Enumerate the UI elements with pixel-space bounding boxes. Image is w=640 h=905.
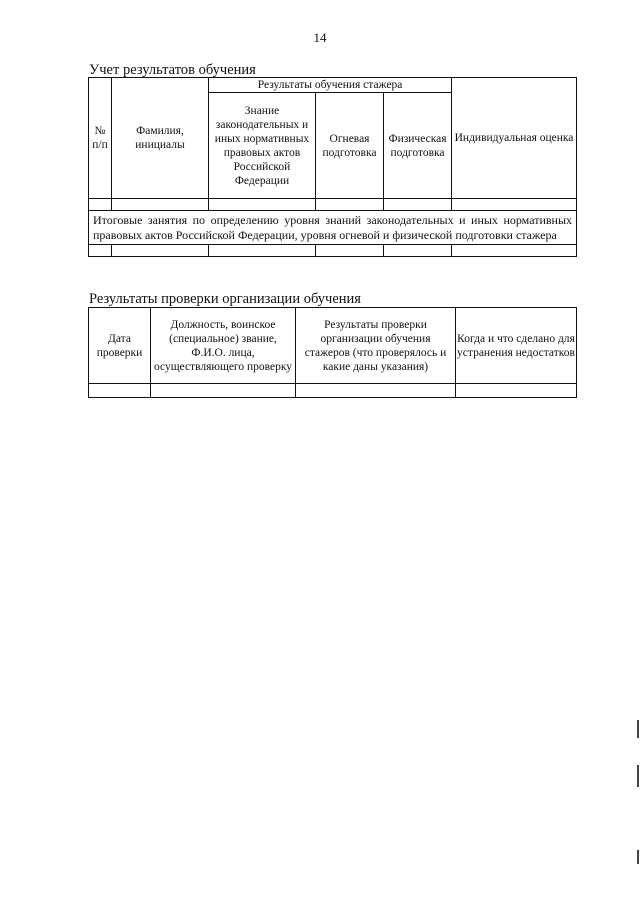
table-cell [89, 384, 151, 398]
header-actions: Когда и что сделано для устранения недостатков [456, 308, 577, 384]
inspection-header-row [89, 308, 577, 384]
table-cell [89, 199, 112, 211]
inspection-results-title: Результаты проверки организации обучения [89, 291, 361, 307]
table-cell [452, 245, 577, 257]
table-cell [452, 199, 577, 211]
table-cell [296, 384, 456, 398]
header-date: Дата проверки [89, 308, 151, 384]
header-name: Фамилия, инициалы [112, 78, 209, 199]
training-header-row-1 [89, 78, 577, 93]
training-summary-row [89, 211, 577, 245]
header-fire-training: Огневая подготовка [316, 93, 384, 199]
summary-text: Итоговые занятия по определению уровня знаний законодательных и иных нормативных правовых актов Российской Федерации, уровня огневой и физической подготовки стажера [89, 211, 577, 245]
scan-edge-mark [637, 850, 639, 864]
header-inspector: Должность, воинское (специальное) звание, Ф.И.О. лица, осуществляющего проверку [151, 308, 296, 384]
scan-edge-mark [637, 765, 639, 787]
training-results-title: Учет результатов обучения [89, 62, 256, 78]
table-cell [209, 245, 316, 257]
table-cell [456, 384, 577, 398]
table-cell [151, 384, 296, 398]
table-cell [384, 245, 452, 257]
header-number: № п/п [89, 78, 112, 199]
table-cell [316, 199, 384, 211]
training-empty-row [89, 245, 577, 257]
table-cell [316, 245, 384, 257]
header-physical-training: Физическая подготовка [384, 93, 452, 199]
header-inspection-results: Результаты проверки организации обучения стажеров (что проверялось и какие даны указания) [296, 308, 456, 384]
page-number: 14 [313, 30, 327, 45]
table-cell [209, 199, 316, 211]
header-law-knowledge: Знание законодательных и иных нормативных правовых актов Российской Федерации [209, 93, 316, 199]
table-cell [384, 199, 452, 211]
header-individual-score: Индивидуальная оценка [452, 78, 577, 199]
table-cell [112, 245, 209, 257]
table-cell [112, 199, 209, 211]
scan-edge-mark [637, 720, 639, 738]
training-results-table [88, 77, 577, 257]
table-cell [89, 245, 112, 257]
training-empty-row [89, 199, 577, 211]
header-results-group: Результаты обучения стажера [209, 78, 452, 93]
inspection-empty-row [89, 384, 577, 398]
inspection-results-table [88, 307, 577, 398]
